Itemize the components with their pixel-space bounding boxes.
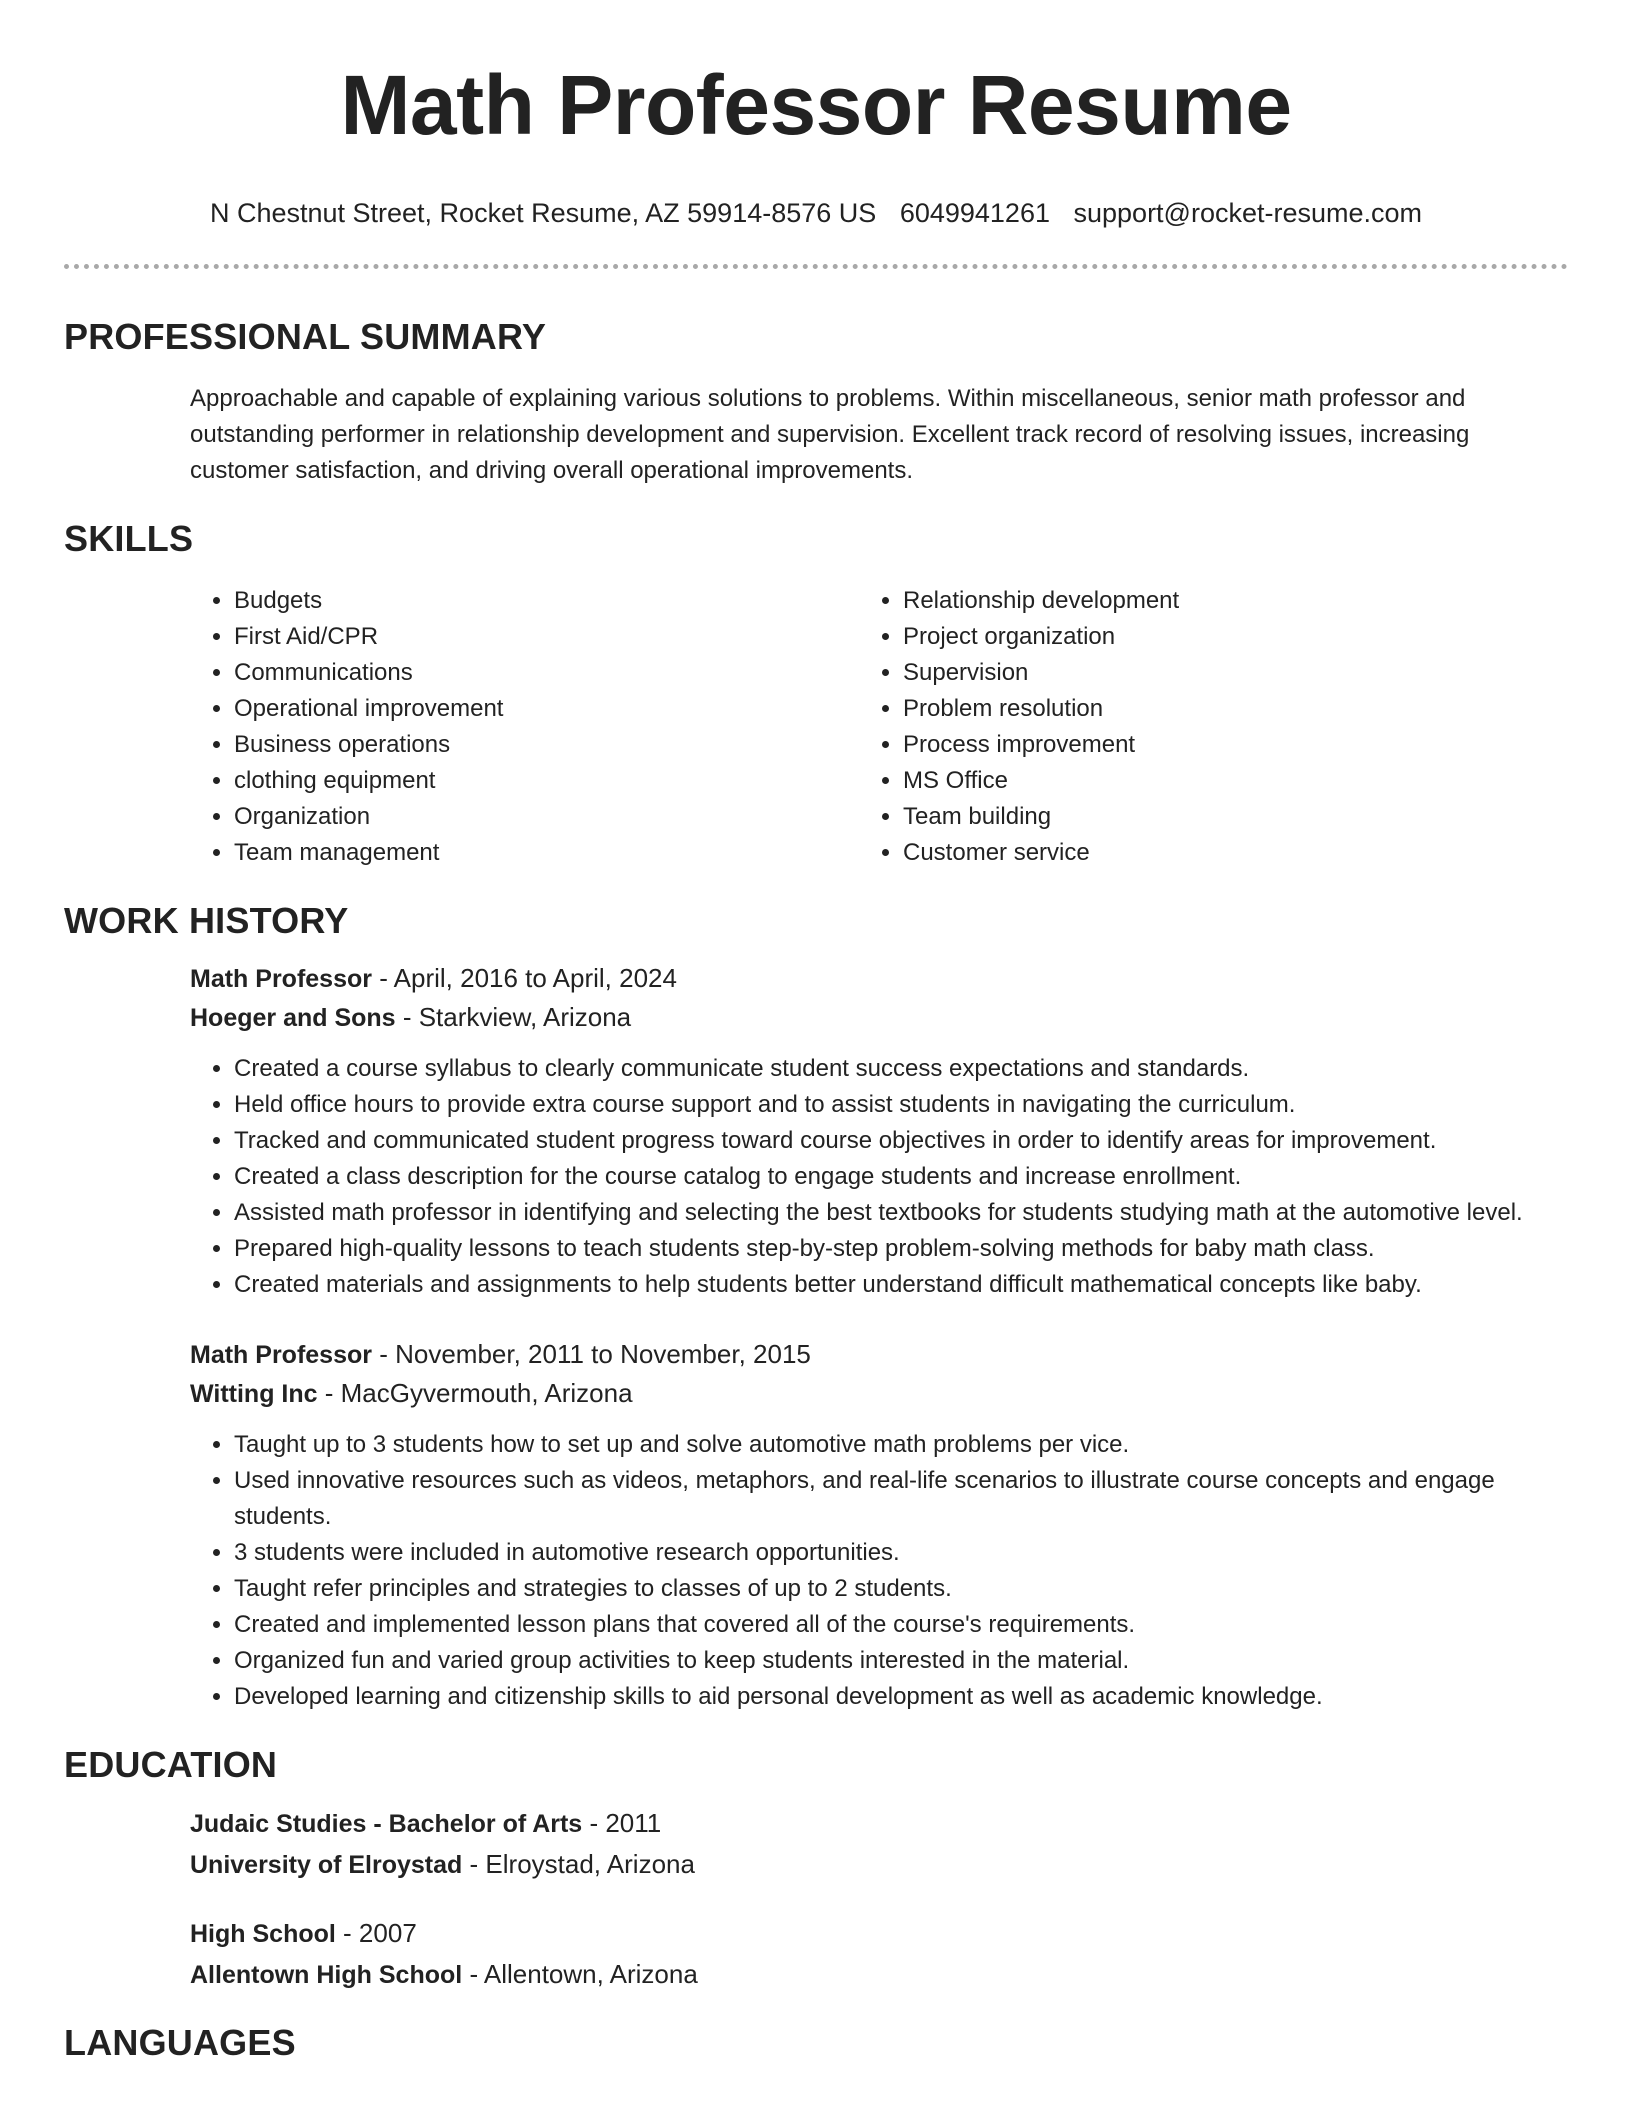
languages-heading: LANGUAGES	[64, 2022, 296, 2063]
summary-section	[0, 315, 1632, 489]
languages-section	[0, 2021, 1632, 2065]
work-section	[0, 899, 1632, 1715]
edu-school-line	[190, 1844, 1528, 1885]
edu-location: - Elroystad, Arizona	[462, 1849, 695, 1879]
edu-location: - Allentown, Arizona	[462, 1959, 698, 1989]
job-bullet: • Created materials and assignments to help students better understand difficult mathematical concepts like baby.	[234, 1267, 1528, 1303]
job-bullet: • Created a course syllabus to clearly communicate student success expectations and standards.	[234, 1051, 1528, 1087]
education-entry	[190, 1803, 1528, 1885]
job-bullet: • Developed learning and citizenship skills to aid personal development as well as academic knowledge.	[234, 1679, 1528, 1715]
job-bullet: • Created and implemented lesson plans that covered all of the course's requirements.	[234, 1607, 1528, 1643]
skill-item: • Communications	[234, 655, 859, 691]
edu-degree-line	[190, 1803, 1528, 1844]
job-bullet: • Organized fun and varied group activities to keep students interested in the material.	[234, 1643, 1528, 1679]
skills-columns	[190, 583, 1528, 871]
edu-degree-line	[190, 1913, 1528, 1954]
edu-degree: High School	[190, 1920, 336, 1948]
job-title-line	[190, 959, 1528, 998]
edu-school-line	[190, 1954, 1528, 1995]
skill-item: • Organization	[234, 799, 859, 835]
skill-item: • First Aid/CPR	[234, 619, 859, 655]
job-bullet: • Used innovative resources such as videos, metaphors, and real-life scenarios to illustrate course concepts and engage students.	[234, 1463, 1528, 1535]
header-divider	[64, 264, 1568, 269]
email: support@rocket-resume.com	[1073, 198, 1423, 228]
job-location: - Starkview, Arizona	[395, 1002, 632, 1032]
job-bullet: • Assisted math professor in identifying and selecting the best textbooks for students studying math at the automotive level.	[234, 1195, 1528, 1231]
address: N Chestnut Street, Rocket Resume, AZ 59914-8576 US	[209, 198, 877, 228]
edu-school: University of Elroystad	[190, 1851, 463, 1879]
edu-year: - 2011	[582, 1808, 662, 1838]
job-bullets	[190, 1051, 1528, 1303]
job-dates: - November, 2011 to November, 2015	[371, 1339, 811, 1369]
skills-list-right	[859, 583, 1528, 871]
job-company-line	[190, 998, 1528, 1037]
skill-item: • Team management	[234, 835, 859, 871]
job-bullet: • Created a class description for the course catalog to engage students and increase enrollment.	[234, 1159, 1528, 1195]
skill-item: • Project organization	[903, 619, 1528, 655]
skill-item: • Team building	[903, 799, 1528, 835]
job-dates: - April, 2016 to April, 2024	[371, 963, 677, 993]
skill-item: • MS Office	[903, 763, 1528, 799]
edu-degree: Judaic Studies - Bachelor of Arts	[190, 1810, 583, 1838]
job-role: Math Professor	[190, 1341, 372, 1369]
education-entry	[190, 1913, 1528, 1995]
job-location: - MacGyvermouth, Arizona	[317, 1378, 633, 1408]
job-company-line	[190, 1374, 1528, 1413]
contact-line	[0, 196, 1632, 230]
job-bullet: • Prepared high-quality lessons to teach students step-by-step problem-solving methods for baby math class.	[234, 1231, 1528, 1267]
skills-list-left	[190, 583, 859, 871]
summary-text: Approachable and capable of explaining various solutions to problems. Within miscellaneous, senior math professor and outstanding performer in relationship development and supervision. Excellent track record of resolving issues, increasing customer satisfaction, and driving overall operational improvements.	[190, 385, 1470, 484]
edu-school: Allentown High School	[190, 1961, 463, 1989]
skill-item: • Process improvement	[903, 727, 1528, 763]
skill-item: • Business operations	[234, 727, 859, 763]
skill-item: • Supervision	[903, 655, 1528, 691]
job-bullets	[190, 1427, 1528, 1715]
job-bullet: • Taught refer principles and strategies to classes of up to 2 students.	[234, 1571, 1528, 1607]
skills-heading: SKILLS	[64, 518, 194, 559]
skill-item: • Relationship development	[903, 583, 1528, 619]
phone: 6049941261	[899, 198, 1050, 228]
resume-title: Math Professor Resume	[340, 58, 1292, 152]
skill-item: • Customer service	[903, 835, 1528, 871]
job-entry	[190, 959, 1528, 1303]
job-company: Witting Inc	[190, 1380, 318, 1408]
job-entry	[190, 1335, 1528, 1715]
job-bullet: • Tracked and communicated student progress toward course objectives in order to identify areas for improvement.	[234, 1123, 1528, 1159]
education-section	[0, 1743, 1632, 1995]
skills-section	[0, 517, 1632, 871]
work-heading: WORK HISTORY	[64, 900, 349, 941]
skill-item: • Problem resolution	[903, 691, 1528, 727]
skill-item: • clothing equipment	[234, 763, 859, 799]
job-bullet: • Taught up to 3 students how to set up and solve automotive math problems per vice.	[234, 1427, 1528, 1463]
job-bullet: • 3 students were included in automotive research opportunities.	[234, 1535, 1528, 1571]
job-role: Math Professor	[190, 965, 372, 993]
skill-item: • Budgets	[234, 583, 859, 619]
job-bullet: • Held office hours to provide extra course support and to assist students in navigating the curriculum.	[234, 1087, 1528, 1123]
edu-year: - 2007	[335, 1918, 417, 1948]
job-title-line	[190, 1335, 1528, 1374]
education-heading: EDUCATION	[64, 1744, 278, 1785]
skill-item: • Operational improvement	[234, 691, 859, 727]
summary-heading: PROFESSIONAL SUMMARY	[64, 316, 547, 357]
job-company: Hoeger and Sons	[190, 1004, 396, 1032]
